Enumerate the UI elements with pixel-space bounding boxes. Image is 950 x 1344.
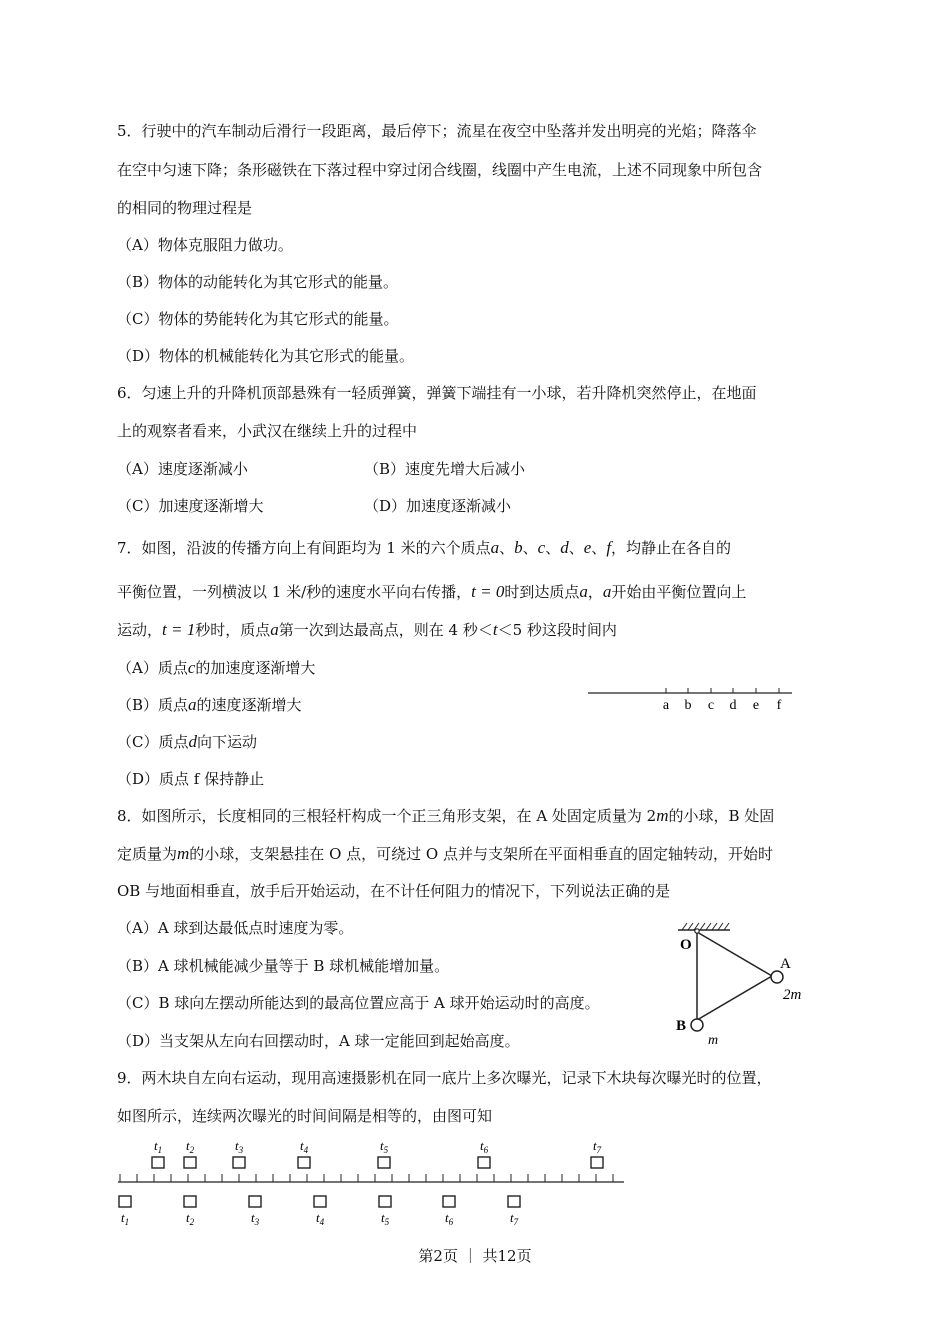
q8-triangle-figure [668,918,818,1053]
q5-option-d: （D）物体的机械能转化为其它形式的能量。 [117,347,415,365]
q9-lower-1-label: $t_1$ [121,1210,130,1227]
q5-option-b: （B）物体的动能转化为其它形式的能量。 [117,273,399,291]
page-footer: 第2页 ｜ 共12页 [418,1247,532,1265]
q9-lower-2-label: $t_2$ [186,1210,195,1227]
q9-lower-2-block [184,1196,196,1207]
q9-line-2: 如图所示，连续两次曝光的时间间隔是相等的，由图可知 [117,1107,493,1125]
q8-line-2: 定质量为m的小球，支架悬挂在 O 点，可绕过 O 点并与支架所在平面相垂直的固定轴转动，开始时 [117,844,773,863]
q7-fig-label-b: b [684,698,692,712]
q7-option-b: （B）质点a的速度逐渐增大 [117,695,302,714]
q9-upper-6-label: $t_6$ [480,1138,489,1155]
q8-label-o: O [680,937,692,953]
q5-option-c: （C）物体的势能转化为其它形式的能量。 [117,310,399,328]
q9-lower-4-label: $t_4$ [316,1210,325,1227]
q7-line-3: 运动，t = 1秒时，质点a第一次到达最高点，则在 4 秒＜t＜5 秒这段时间内 [117,620,617,639]
q7-option-d: （D）质点 f 保持静止 [117,770,265,788]
q7-line-1: 7．如图，沿波的传播方向上有间距均为 1 米的六个质点a、b、c、d、e、f，均静止在各自的 [117,538,732,557]
q7-wave-figure [585,680,795,712]
ball-a [771,971,783,983]
q9-upper-1-block [152,1157,164,1168]
q6-option-a: （A）速度逐渐减小 [117,460,248,478]
q5-line-2: 在空中匀速下降；条形磁铁在下落过程中穿过闭合线圈，线圈中产生电流，上述不同现象中所包含 [117,161,763,179]
q8-label-2m: 2m [783,987,802,1003]
q8-line-3: OB 与地面相垂直，放手后开始运动，在不计任何阻力的情况下，下列说法正确的是 [117,882,671,900]
q9-upper-7-block [591,1157,603,1168]
q9-line-1: 9．两木块自左向右运动，现用高速摄影机在同一底片上多次曝光，记录下木块每次曝光时的位置， [117,1069,772,1087]
q9-upper-3-label: $t_3$ [235,1138,244,1155]
q8-line-1: 8．如图所示，长度相同的三根轻杆构成一个正三角形支架，在 A 处固定质量为 2m的小球，B 处固 [117,806,775,825]
q7-option-c: （C）质点d向下运动 [117,732,257,751]
q9-lower-6-block [443,1196,455,1207]
q9-upper-2-label: $t_2$ [186,1138,195,1155]
q7-fig-label-d: d [729,698,737,712]
q9-lower-3-label: $t_3$ [251,1210,260,1227]
q8-label-m: m [708,1033,719,1048]
q7-fig-label-f: f [776,698,782,712]
q9-lower-5-block [379,1196,391,1207]
q8-option-c: （C）B 球向左摆动所能达到的最高位置应高于 A 球开始运动时的高度。 [117,994,600,1012]
q7-fig-label-a: a [662,698,670,712]
q6-line-1: 6．匀速上升的升降机顶部悬殊有一轻质弹簧，弹簧下端挂有一小球，若升降机突然停止，在地面 [117,384,757,402]
q7-line-2: 平衡位置，一列横波以 1 米/秒的速度水平向右传播，t = 0时到达质点a，a开始由平衡位置向上 [117,582,747,601]
q8-label-b: B [676,1018,687,1034]
pivot-o [695,929,699,933]
q9-upper-3-block [233,1157,245,1168]
q8-option-b: （B）A 球机械能减少量等于 B 球机械能增加量。 [117,957,450,975]
q6-line-2: 上的观察者看来，小武汉在继续上升的过程中 [117,422,418,440]
q9-lower-7-label: $t_7$ [510,1210,519,1227]
q5-option-a: （A）物体克服阻力做功。 [117,236,293,254]
q6-option-b: （B）速度先增大后减小 [364,460,526,478]
q9-upper-2-block [184,1157,196,1168]
q9-upper-4-label: $t_4$ [300,1138,309,1155]
ball-b [691,1019,703,1031]
q9-upper-5-label: $t_5$ [380,1138,389,1155]
q9-upper-7-label: $t_7$ [593,1138,602,1155]
q9-lower-5-label: $t_5$ [381,1210,390,1227]
q8-label-a: A [780,956,791,972]
q9-upper-1-label: $t_1$ [154,1138,163,1155]
q9-upper-4-block [298,1157,310,1168]
q9-upper-6-block [478,1157,490,1168]
q9-lower-6-label: $t_6$ [445,1210,454,1227]
q6-option-d: （D）加速度逐渐减小 [364,497,512,515]
q8-option-d: （D）当支架从左向右回摆动时，A 球一定能回到起始高度。 [117,1032,520,1050]
q5-line-1: 5．行驶中的汽车制动后滑行一段距离，最后停下；流星在夜空中坠落并发出明亮的光焰；降落伞 [117,122,757,140]
q9-upper-5-block [378,1157,390,1168]
q9-lower-3-block [249,1196,261,1207]
q7-option-a: （A）质点c的加速度逐渐增大 [117,658,316,677]
q8-option-a: （A）A 球到达最低点时速度为零。 [117,919,354,937]
q9-exposure-figure [110,1130,630,1230]
q5-line-3: 的相同的物理过程是 [117,199,253,217]
q7-fig-label-e: e [752,698,760,712]
q9-lower-1-block [119,1196,131,1207]
q7-fig-label-c: c [707,698,715,712]
q6-option-c: （C）加速度逐渐增大 [117,497,264,515]
q9-lower-7-block [508,1196,520,1207]
q9-lower-4-block [314,1196,326,1207]
